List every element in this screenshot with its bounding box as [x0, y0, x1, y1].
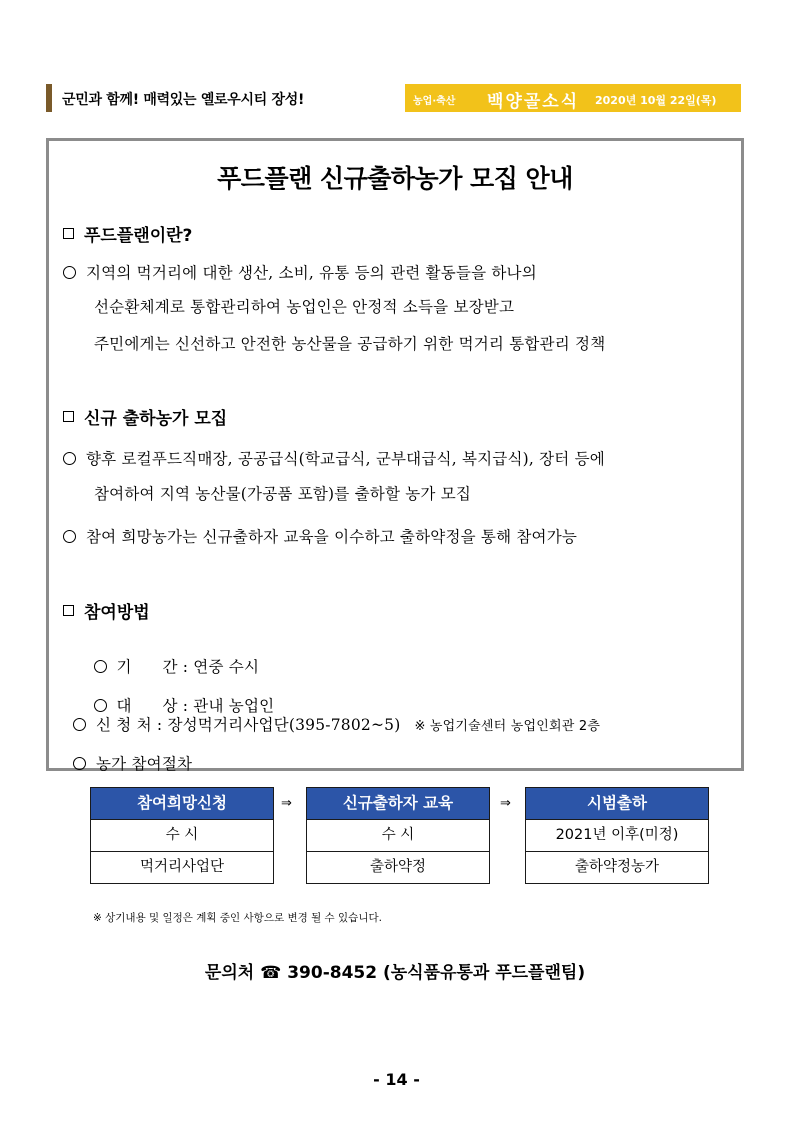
phone-icon: ☎: [260, 963, 282, 983]
issue-date: 2020년 10월 22일(목): [595, 94, 717, 107]
circle-bullet-icon: [94, 699, 107, 712]
content-frame: [46, 138, 744, 983]
step-schedule: 수 시: [381, 827, 415, 843]
arrow-right-icon: ⇒: [281, 796, 292, 811]
step-schedule: 2021년 이후(미정): [555, 827, 679, 843]
square-bullet-icon: [63, 605, 74, 616]
header-slogan: 군민과 함께! 매력있는 옐로우시티 장성!: [62, 92, 305, 108]
paragraph-line: 지역의 먹거리에 대한 생산, 소비, 유통 등의 관련 활동들을 하나의: [63, 261, 537, 283]
procedure-step-apply: [90, 787, 274, 884]
page-title: 푸드플랜 신규출하농가 모집 안내: [217, 164, 573, 193]
step-owner: 먹거리사업단: [91, 851, 273, 883]
contact-text: 390-8452 (농식품유통과 푸드플랜팀): [287, 963, 586, 983]
circle-bullet-icon: [63, 266, 76, 279]
paragraph-line: 선순환체계로 통합관리하여 농업인은 안정적 소득을 보장받고: [94, 298, 515, 316]
header-accent-bar: [46, 84, 52, 112]
contact-label: 문의처: [204, 963, 255, 983]
step-owner: 출하약정농가: [526, 851, 708, 883]
schedule-footnote: ※ 상기내용 및 일정은 계획 중인 사항으로 변경 될 수 있습니다.: [93, 912, 382, 924]
newsletter-header: [46, 84, 741, 112]
step-schedule: 수 시: [165, 827, 199, 843]
circle-bullet-icon: [94, 660, 107, 673]
section-heading-participation: 참여방법: [63, 598, 150, 623]
location-note: ※ 농업기술센터 농업인회관 2층: [414, 719, 601, 734]
circle-bullet-icon: [63, 530, 76, 543]
procedure-step-pilot-shipping: [525, 787, 709, 884]
circle-bullet-icon: [63, 452, 76, 465]
circle-bullet-icon: [73, 718, 86, 731]
newsletter-name: 백양골소식: [487, 92, 580, 112]
page-number: - 14 -: [373, 1070, 420, 1089]
issue-section-tag: 농업·축산: [413, 96, 456, 107]
section-heading-recruitment: 신규 출하농가 모집: [63, 404, 227, 429]
paragraph-line: 참여하여 지역 농산물(가공품 포함)를 출하할 농가 모집: [94, 485, 472, 503]
info-item-application: 신 청 처 : 장성먹거리사업단(395-7802~5) ※ 농업기술센터 농업인회관 2층: [73, 713, 600, 735]
info-item-procedure: 농가 참여절차: [73, 752, 192, 774]
arrow-right-icon: ⇒: [500, 796, 511, 811]
info-item-period: 기 간 : 연중 수시: [73, 637, 259, 695]
square-bullet-icon: [63, 228, 74, 239]
step-title: 시범출하: [526, 788, 708, 820]
contact-info: [49, 958, 741, 983]
step-title: 참여희망신청: [91, 788, 273, 820]
procedure-step-education: [306, 787, 490, 884]
paragraph-line: 향후 로컬푸드직매장, 공공급식(학교급식, 군부대급식, 복지급식), 장터 등에: [63, 447, 605, 469]
circle-bullet-icon: [73, 757, 86, 770]
info-item-target: 대 상 : 관내 농업인: [73, 676, 274, 734]
paragraph-line: 주민에게는 신선하고 안전한 농산물을 공급하기 위한 먹거리 통합관리 정책: [94, 335, 606, 353]
step-owner: 출하약정: [307, 851, 489, 883]
issue-banner: [405, 84, 741, 112]
step-title: 신규출하자 교육: [307, 788, 489, 820]
paragraph-line: 참여 희망농가는 신규출하자 교육을 이수하고 출하약정을 통해 참여가능: [63, 525, 577, 547]
square-bullet-icon: [63, 411, 74, 422]
section-heading-foodplan: 푸드플랜이란?: [63, 221, 192, 246]
